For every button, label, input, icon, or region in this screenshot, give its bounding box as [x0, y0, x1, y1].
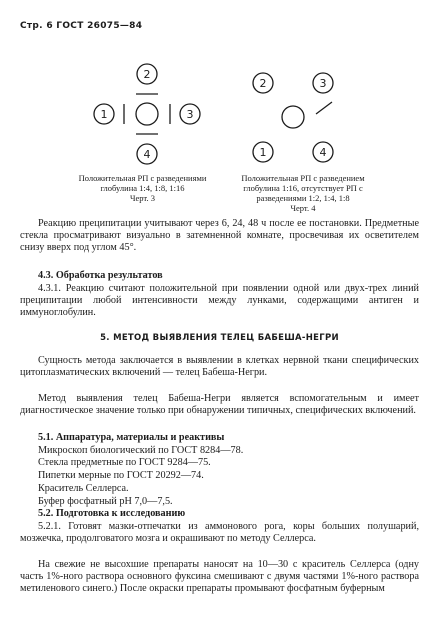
figure-3-label: Черт. 3	[129, 193, 155, 203]
heading-5-2: 5.2. Подготовка к исследованию	[38, 508, 186, 519]
figure-4-caption-text: Положительная РП с разведением глобулина 1:16, отсутствует РП с разведениями 1:2, 1:4, 1:8	[241, 173, 365, 203]
heading-4-3: 4.3. Обработка результатов	[38, 270, 163, 281]
paragraph-5-2-1: 5.2.1. Готовят мазки-отпечатки из аммонового рога, коры больших полушарий, мозжечка, продолговатого мозга и окрашивают по методу Селлерса.	[20, 521, 419, 545]
fig4-num-1: 1	[259, 146, 267, 159]
paragraph-5-essence: Сущность метода заключается в выявлении в клетках нервной ткани специфических цитоплазматических включений — телец Бабеша-Негри.	[20, 355, 419, 379]
fig3-circle-center	[136, 103, 158, 125]
list-item-slides: Стекла предметные по ГОСТ 9284—75.	[38, 457, 211, 468]
figure-3-caption	[60, 173, 225, 203]
paragraph-5-method: Метод выявления телец Бабеша-Негри является вспомогательным и имеет диагностическое значение только при обнаружении типичных, специфических включений.	[20, 393, 419, 417]
figure-4-label: Черт. 4	[290, 203, 316, 213]
section-5-title: 5. МЕТОД ВЫЯВЛЕНИЯ ТЕЛЕЦ БАБЕША-НЕГРИ	[100, 333, 339, 343]
paragraph-reading: Реакцию преципитации учитывают через 6, 24, 48 ч после ее постановки. Предметные стекла просматривают визуально в затемненной комнате, просвечивая их осветителем снизу вверх под углом 45°.	[20, 218, 419, 254]
fig4-circle-center	[282, 106, 304, 128]
fig4-num-4: 4	[319, 146, 327, 159]
list-item-stain: Краситель Селлерса.	[38, 483, 129, 494]
list-item-pipettes: Пипетки мерные по ГОСТ 20292—74.	[38, 470, 204, 481]
figure-4-caption	[228, 173, 378, 213]
list-item-buffer: Буфер фосфатный рН 7,0—7,5.	[38, 496, 173, 507]
figure-3-caption-text: Положительная РП с разведениями глобулина 1:4, 1:8, 1:16	[78, 173, 207, 193]
fig3-num-2: 2	[143, 68, 151, 81]
fig3-num-1: 1	[100, 108, 108, 121]
figure-4-diagram	[248, 65, 358, 175]
paragraph-4-3-1: 4.3.1. Реакцию считают положительной при появлении одной или двух-трех линий преципитации любой интенсивности между лунками, содержащими антиген и иммуноглобулин.	[20, 283, 419, 319]
figure-3-diagram	[88, 62, 228, 172]
fig4-precip-line	[316, 102, 332, 114]
fig3-num-4: 4	[143, 148, 151, 161]
fig4-num-2: 2	[259, 77, 267, 90]
page-header: Стр. 6 ГОСТ 26075—84	[20, 21, 143, 31]
list-item-microscope: Микроскоп биологический по ГОСТ 8284—78.	[38, 445, 244, 456]
fig3-num-3: 3	[186, 108, 194, 121]
fig4-num-3: 3	[319, 77, 327, 90]
heading-5-1: 5.1. Аппаратура, материалы и реактивы	[38, 432, 225, 443]
paragraph-5-2-2: На свежие не высохшие препараты наносят на 10—30 с краситель Селлерса (одну часть 1%-ного раствора основного фуксина смешивают с двумя частями 1%-ного раствора метиленового синего.) После окраски препараты промывают фосфатным буферным	[20, 559, 419, 595]
